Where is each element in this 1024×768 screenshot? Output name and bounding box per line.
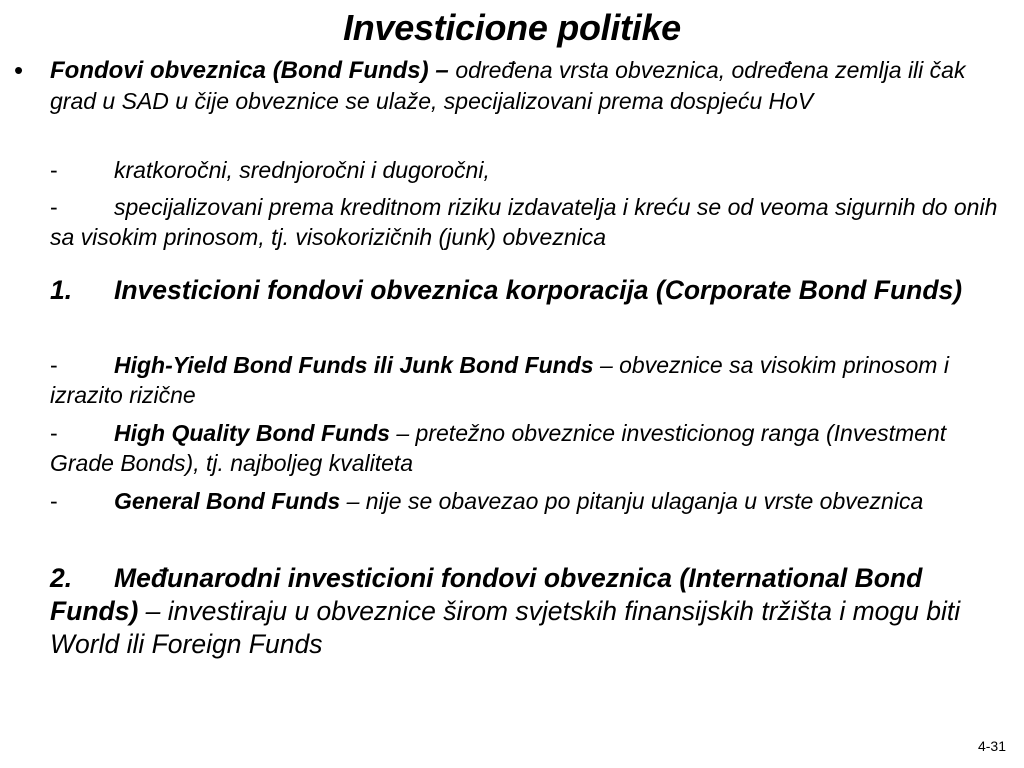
dash-marker: - <box>50 352 58 378</box>
dash-marker: - <box>50 420 58 446</box>
dash-marker: - <box>50 194 58 220</box>
section1-title: Investicioni fondovi obveznica korporacija (Corporate Bond Funds) <box>114 275 963 305</box>
section2-paragraph <box>50 562 1010 661</box>
slide-title: Investicione politike <box>343 7 681 48</box>
intro-lead: Fondovi obveznica (Bond Funds) – <box>50 57 456 84</box>
section1-item-bold: General Bond Funds <box>114 488 341 514</box>
section1-item-text: – obveznice sa visokim prinosom i izrazito rizične <box>50 352 949 408</box>
section1-number: 1. <box>50 275 73 305</box>
intro-subitem-text: kratkoročni, srednjoročni i dugoročni, <box>114 157 490 183</box>
section1-item <box>50 350 1010 410</box>
bullet-marker: • <box>14 55 24 85</box>
slide-number: 4-31 <box>977 738 1006 754</box>
section1-heading <box>50 274 1010 307</box>
section1-item <box>50 418 1010 478</box>
section2-text: – investiraju u obveznice širom svjetskih finansijskih tržišta i mogu biti World ili Foreign Funds <box>50 596 961 659</box>
intro-subitem <box>50 155 1010 185</box>
intro-text: određena vrsta obveznica, određena zemlja ili čak grad u SAD u čije obveznice se ulaže, specijalizovani prema dospjeću HoV <box>50 57 966 114</box>
section1-item-bold: High-Yield Bond Funds ili Junk Bond Funds <box>114 352 594 378</box>
dash-marker: - <box>50 488 58 514</box>
section2-number: 2. <box>50 563 73 593</box>
intro-subitem <box>50 192 1010 252</box>
section1-item-bold: High Quality Bond Funds <box>114 420 390 446</box>
intro-subitem-text: specijalizovani prema kreditnom riziku izdavatelja i kreću se od veoma sigurnih do onih sa visokim prinosom, tj. visokorizičnih (junk) obveznica <box>50 194 998 250</box>
section2-title: Međunarodni investicioni fondovi obveznica (International Bond Funds) <box>50 563 923 626</box>
dash-marker: - <box>50 157 58 183</box>
section1-item <box>50 486 1010 516</box>
section1-item-text: – pretežno obveznice investicionog ranga (Investment Grade Bonds), tj. najboljeg kvaliteta <box>50 420 947 476</box>
section1-item-text: – nije se obavezao po pitanju ulaganja u vrste obveznica <box>340 488 924 514</box>
intro-paragraph <box>50 55 1010 116</box>
